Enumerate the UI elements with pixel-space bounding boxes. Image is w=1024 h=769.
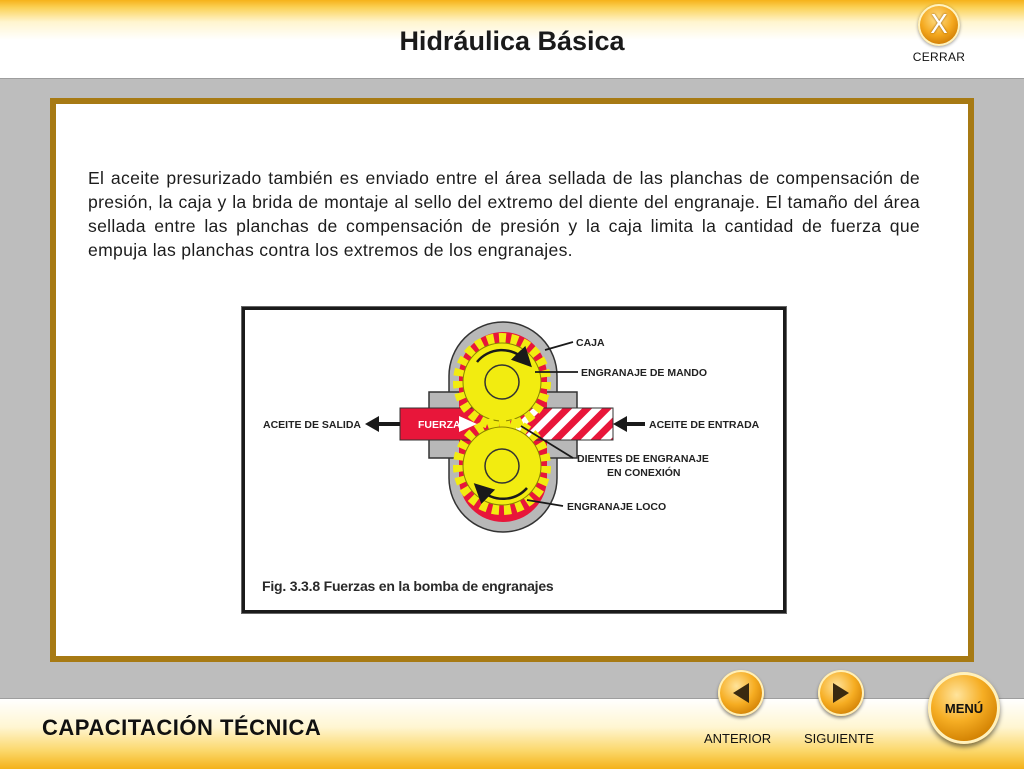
menu-button[interactable] <box>928 672 1000 744</box>
label-dientes-2: EN CONEXIÓN <box>607 467 681 479</box>
outlet-arrow-icon <box>365 416 400 432</box>
close-button[interactable] <box>918 4 960 46</box>
page-title: Hidráulica Básica <box>399 26 625 56</box>
gear-pump-figure <box>242 307 786 613</box>
content-panel <box>50 98 974 662</box>
gear-pump-diagram <box>245 310 783 610</box>
menu-label: MENÚ <box>944 700 984 716</box>
label-aceite-entrada: ACEITE DE ENTRADA <box>649 419 760 431</box>
previous-button[interactable] <box>718 670 764 716</box>
brand-title: CAPACITACIÓN TÉCNICA <box>42 715 322 740</box>
label-engranaje-mando: ENGRANAJE DE MANDO <box>581 367 708 379</box>
close-icon: X <box>930 10 948 40</box>
body-paragraph: El aceite presurizado también es enviado entre el área sellada de las planchas de compensación de presión, la caja y la brida de montaje al sello del extremo del diente del engranaje. El tamaño del área sellada entre las planchas de compensación de presión y la caja limita la cantidad de fuerza que empuja las planchas contra los extremos de los engranajes. <box>88 168 920 260</box>
label-engranaje-loco: ENGRANAJE LOCO <box>567 501 667 513</box>
next-button[interactable] <box>818 670 864 716</box>
label-caja: CAJA <box>576 337 605 349</box>
figure-caption: Fig. 3.3.8 Fuerzas en la bomba de engranajes <box>262 578 554 594</box>
label-dientes-1: DIENTES DE ENGRANAJE <box>577 453 709 465</box>
previous-label: ANTERIOR <box>704 731 772 746</box>
arrow-left-icon <box>729 681 753 705</box>
next-label: SIGUIENTE <box>804 731 875 746</box>
inlet-arrow-icon <box>613 416 645 432</box>
label-aceite-salida: ACEITE DE SALIDA <box>263 419 362 431</box>
close-label: CERRAR <box>912 50 966 64</box>
label-fuerza: FUERZA <box>418 419 461 431</box>
arrow-right-icon <box>829 681 853 705</box>
